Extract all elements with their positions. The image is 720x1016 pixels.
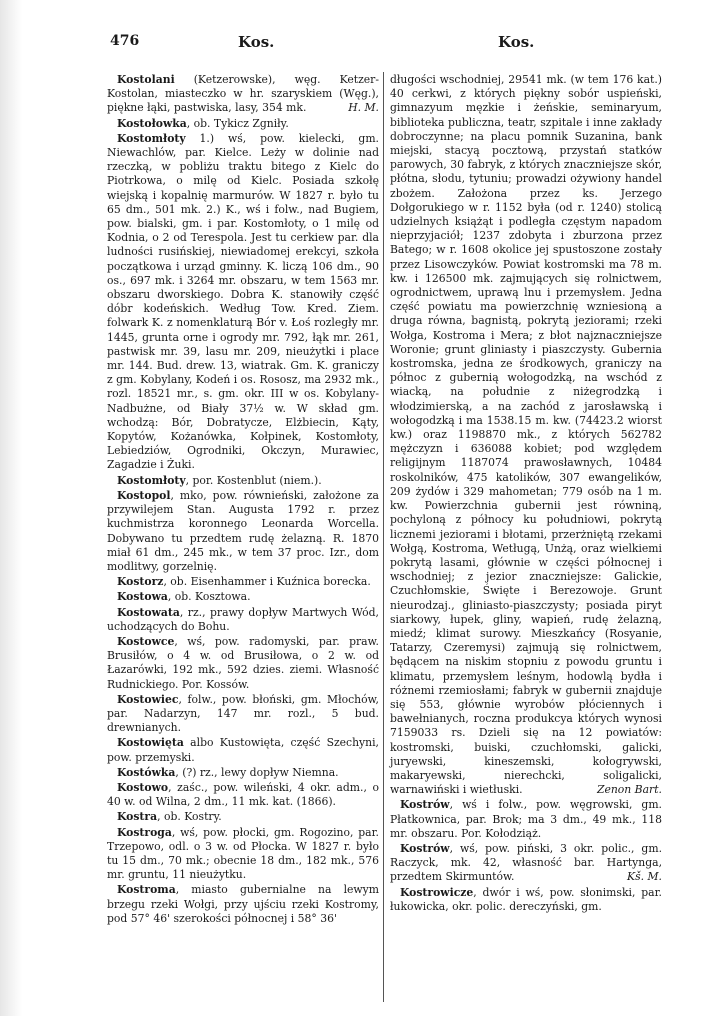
entry-headword: Kostowce xyxy=(117,634,175,648)
dictionary-entry xyxy=(107,117,379,131)
entry-body: , ob. Tykicz Zgniły. xyxy=(186,116,289,130)
right-column-keyword: Kos. xyxy=(498,33,535,51)
running-head xyxy=(110,30,670,54)
entry-author-signature: H. M. xyxy=(348,101,379,115)
dictionary-entry xyxy=(107,693,379,736)
dictionary-entry xyxy=(390,886,662,914)
entry-body: , miasto gubernialne na lewym brzegu rzeki Wołgi, przy ujściu rzeki Kostromy, pod 57° 46' szerokości północnej i 58° 36' xyxy=(107,883,379,925)
entry-body: albo Kustowięta, część Szechyni, pow. przemyski. xyxy=(107,736,379,764)
scan-edge-shadow xyxy=(0,0,22,1016)
entry-headword: Kostrów xyxy=(400,841,450,855)
entry-headword: Kostowo xyxy=(117,780,169,794)
entry-headword: Kostorz xyxy=(117,575,164,589)
entry-headword: Kostowata xyxy=(117,605,180,619)
entry-headword: Kostra xyxy=(117,810,158,824)
entry-body: , ob. Kosztowa. xyxy=(167,590,251,604)
entry-body: , folw., pow. błoński, gm. Młochów, par. Nadarzyn, 147 mr. rozl., 5 bud. drewnianych. xyxy=(107,692,379,735)
dictionary-entry xyxy=(107,575,379,589)
entry-body: 1.) wś, pow. kielecki, gm. Niewachlów, par. Kielce. Leży w dolinie nad rzeczką, w pobliżu traktu bitego z Kielc do Piotrkowa, o milę od Kielc. Posiada szkołę wiejską i kopalnię marmurów. W 1827 r. było tu 65 dm., 501 mk. 2.) K., wś i folw., nad Bugiem, pow. bialski, gm. i par. Kostomłoty, o 1 milę od Kodnia, o 2 od Terespola. Jest tu cerkiew par. dla ludności rusińskiej, niewiadomej erekcyi, szkoła początkowa i urząd gminny. K. liczą 106 dm., 90 os., 697 mk. i 3264 mr. obszaru, w tem 1563 mr. obszaru dworskiego. Dobra K. stanowiły część dóbr kodeńskich. Według Tow. Kred. Ziem. folwark K. z nomenklaturą Bór v. Łoś rozległy mr. 1445, grunta orne i ogrody mr. 792, łąk mr. 261, pastwisk mr. 39, lasu mr. 209, nieużytki i place mr. 144. Bud. drew. 13, wiatrak. Gm. K. graniczy z gm. Kobylany, Kodeń i os. Rososz, ma 2932 mk., rozl. 18521 mr., s. gm. okr. III w os. Kobylany-Nadbużne, od Biały 37½ w. W skład gm. wchodzą: Bór, Dobratycze, Elżbiecin, Kąty, Kopytów, Kożanówka, Kołpinek, Kostomłoty, Lebiedziów, Ogrodniki, Okczyn, Murawiec, Zagadzie i Żuki. xyxy=(107,131,379,472)
entry-body: , zaśc., pow. wileński, 4 okr. adm., o 40 w. od Wilna, 2 dm., 11 mk. kat. (1866). xyxy=(107,780,379,809)
dictionary-entry xyxy=(107,590,379,604)
entry-headword: Kostolani xyxy=(117,73,175,86)
entry-body: , mko, pow. równieński, założone za przywilejem Stan. Augusta 1792 r. przez kuchmistrza koronnego Leonarda Worcella. Dobywano tu przedtem rudę żelazną. R. 1870 miał 61 dm., 245 mk., w tem 37 proc. Izr., dom modlitwy, gorzelnię. xyxy=(107,488,379,573)
dictionary-entry xyxy=(107,736,379,764)
entry-headword: Kostówka xyxy=(117,765,176,779)
entry-body: , dwór i wś, pow. słonimski, par. łukowicka, okr. polic. dereczyński, gm. xyxy=(390,885,662,913)
dictionary-entry xyxy=(107,474,379,488)
dictionary-entry xyxy=(107,132,379,473)
entry-body: , wś i folw., pow. węgrowski, gm. Płatkownica, par. Brok; ma 3 dm., 49 mk., 118 mr. obszaru. Por. Kołodziąż. xyxy=(390,798,662,840)
entry-body: , wś, pow. piński, 3 okr. polic., gm. Raczyck, mk. 42, własność bar. Hartynga, przedtem Skirmuntów. xyxy=(390,841,662,884)
entry-body: (Ketzerowske), węg. Ketzer-Kostolan, miasteczko w hr. szaryskiem (Węg.), piękne łąki, pastwiska, lasy, 354 mk. xyxy=(107,73,379,115)
entry-headword: Kostowa xyxy=(117,590,168,604)
entry-headword: Kostroma xyxy=(117,883,176,897)
entry-headword: Kostrowicze xyxy=(400,885,474,899)
entry-body: , wś, pow. radomyski, par. praw. Brusiłów, o 4 w. od Brusiłowa, o 2 w. od Łazarówki, 192 mk., 592 dzies. ziemi. Własność Rudnickiego. Por. Kossów. xyxy=(107,634,379,691)
entry-body: długości wschodniej, 29541 mk. (w tem 176 kat.) 40 cerkwi, z których piękny sobór uspieński, gimnazyum męzkie i żeńskie, seminaryum, biblioteka publiczna, teatr, szpitale i inne zakłady dobroczynne; na placu pomnik Suzanina, bank miejski, stacyą pocztową, przystań statków parowych, 30 fabryk, z których znaczniejsze skór, płótna, słodu, tytuniu; prowadzi ożywiony handel zbożem. Założona przez ks. Jerzego Dołgorukiego w r. 1152 była (od r. 1240) stolicą udzielnych książąt i podległa częstym napadom nieprzyjaciół; 1237 zdobyta i zburzona przez Batego; w r. 1608 okolice jej spustoszone zostały przez Lisowczyków. Powiat kostromski ma 78 m. kw. i 126500 mk. zajmujących się rolnictwem, ogrodnictwem, uprawą lnu i przemysłem. Jedna część powiatu ma powierzchnię wzniesioną a druga równa, bagnistą, pokrytą jeziorami; rzeki Wołga, Kostroma i Mera; z błot najznaczniejsze Woronie; grunt gliniasty i piaszczysty. Gubernia kostromska, jedna ze środkowych, graniczy na północ z gubernią wołogodzką, na wschód z wiacką, na południe z niżegrodzką i włodzimierską, a na zachód z jarosławską i wołogodzką i ma 1538.15 m. kw. (74423.2 wiorst kw.) oraz 1198870 mk., z których 562782 mężczyzn i 636088 kobiet; pod względem religijnym 1187074 prawosławnych, 10484 roskolników, 475 katolików, 307 ewangelików, 209 żydów i 329 mahometan; 779 osób na 1 m. kw. Powierzchnia gubernii jest równiną, pochyloną z północy ku południowi, pokrytą licznemi jeziorami i błotami, przerżniętą rzekami Wołgą, Kostroma, Wetługą, Unżą, oraz wielkiemi pokrytą lasami, głównie w części północnej i wschodniej; z jezior znaczniejsze: Galickie, Czuchłomskie, Święte i Berezowoje. Grunt nieurodzaj., gliniasto-piaszczysty; posiada piryt siarkowy, łupek, gliny, wapień, rudę żelazną, miedź; klimat surowy. Mieszkańcy (Rosyanie, Tatarzy, Czeremysi) zajmują się rolnictwem, będącem na niskim stopniu z powodu gruntu i klimatu, przemysłem leśnym, hodowlą bydła i różnemi rzemiosłami; fabryk w gubernii znajduje się 553, głównie wyrobów płóciennych i bawełnianych, roczna produkcya których wynosi 7159033 rs. Dzieli się na 12 powiatów: kostromski, buiski, czuchłomski, galicki, juryewski, kineszemski, kołogrywski, makaryewski, nierechcki, soligalicki, warnawiński i wietłuski. xyxy=(390,73,662,797)
dictionary-entry xyxy=(107,766,379,780)
entry-author-signature: Zenon Bart. xyxy=(596,783,662,797)
entry-headword: Kostomłoty xyxy=(117,473,186,487)
entry-body: , rz., prawy dopływ Martwych Wód, uchodzących do Bohu. xyxy=(107,605,379,633)
entry-body: , por. Kostenblut (niem.). xyxy=(185,473,322,487)
entry-headword: Kostowiec xyxy=(117,692,179,706)
entry-body: , ob. Kostry. xyxy=(157,810,222,824)
dictionary-entry xyxy=(107,635,379,692)
entry-headword: Kostowięta xyxy=(117,736,184,750)
entry-author-signature: Kš. M. xyxy=(627,870,662,884)
column-divider xyxy=(383,72,384,1002)
dictionary-entry xyxy=(390,842,662,885)
dictionary-entry xyxy=(107,883,379,926)
left-column-keyword: Kos. xyxy=(238,33,275,51)
dictionary-entry xyxy=(107,781,379,809)
dictionary-entry xyxy=(390,798,662,841)
entry-headword: Kostopol xyxy=(117,488,171,502)
entry-headword: Kostołowka xyxy=(117,116,187,130)
entry-headword: Kostomłoty xyxy=(117,131,186,145)
dictionary-entry xyxy=(107,810,379,824)
entry-body: , wś, pow. płocki, gm. Rogozino, par. Trzepowo, odl. o 3 w. od Płocka. W 1827 r. było tu 15 dm., 70 mk.; obecnie 18 dm., 182 mk., 576 mr. gruntu, 11 nieużytku. xyxy=(107,825,379,882)
dictionary-entry xyxy=(390,73,662,797)
left-column xyxy=(107,73,379,927)
right-column xyxy=(390,73,662,915)
dictionary-entry xyxy=(107,73,379,116)
dictionary-entry xyxy=(107,606,379,634)
page-number: 476 xyxy=(110,33,140,49)
entry-headword: Kostroga xyxy=(117,825,172,839)
entry-body: , ob. Eisenhammer i Kuźnica borecka. xyxy=(163,575,371,589)
entry-body: , (?) rz., lewy dopływ Niemna. xyxy=(175,765,339,779)
entry-headword: Kostrów xyxy=(400,798,450,812)
dictionary-entry xyxy=(107,489,379,574)
dictionary-entry xyxy=(107,826,379,883)
